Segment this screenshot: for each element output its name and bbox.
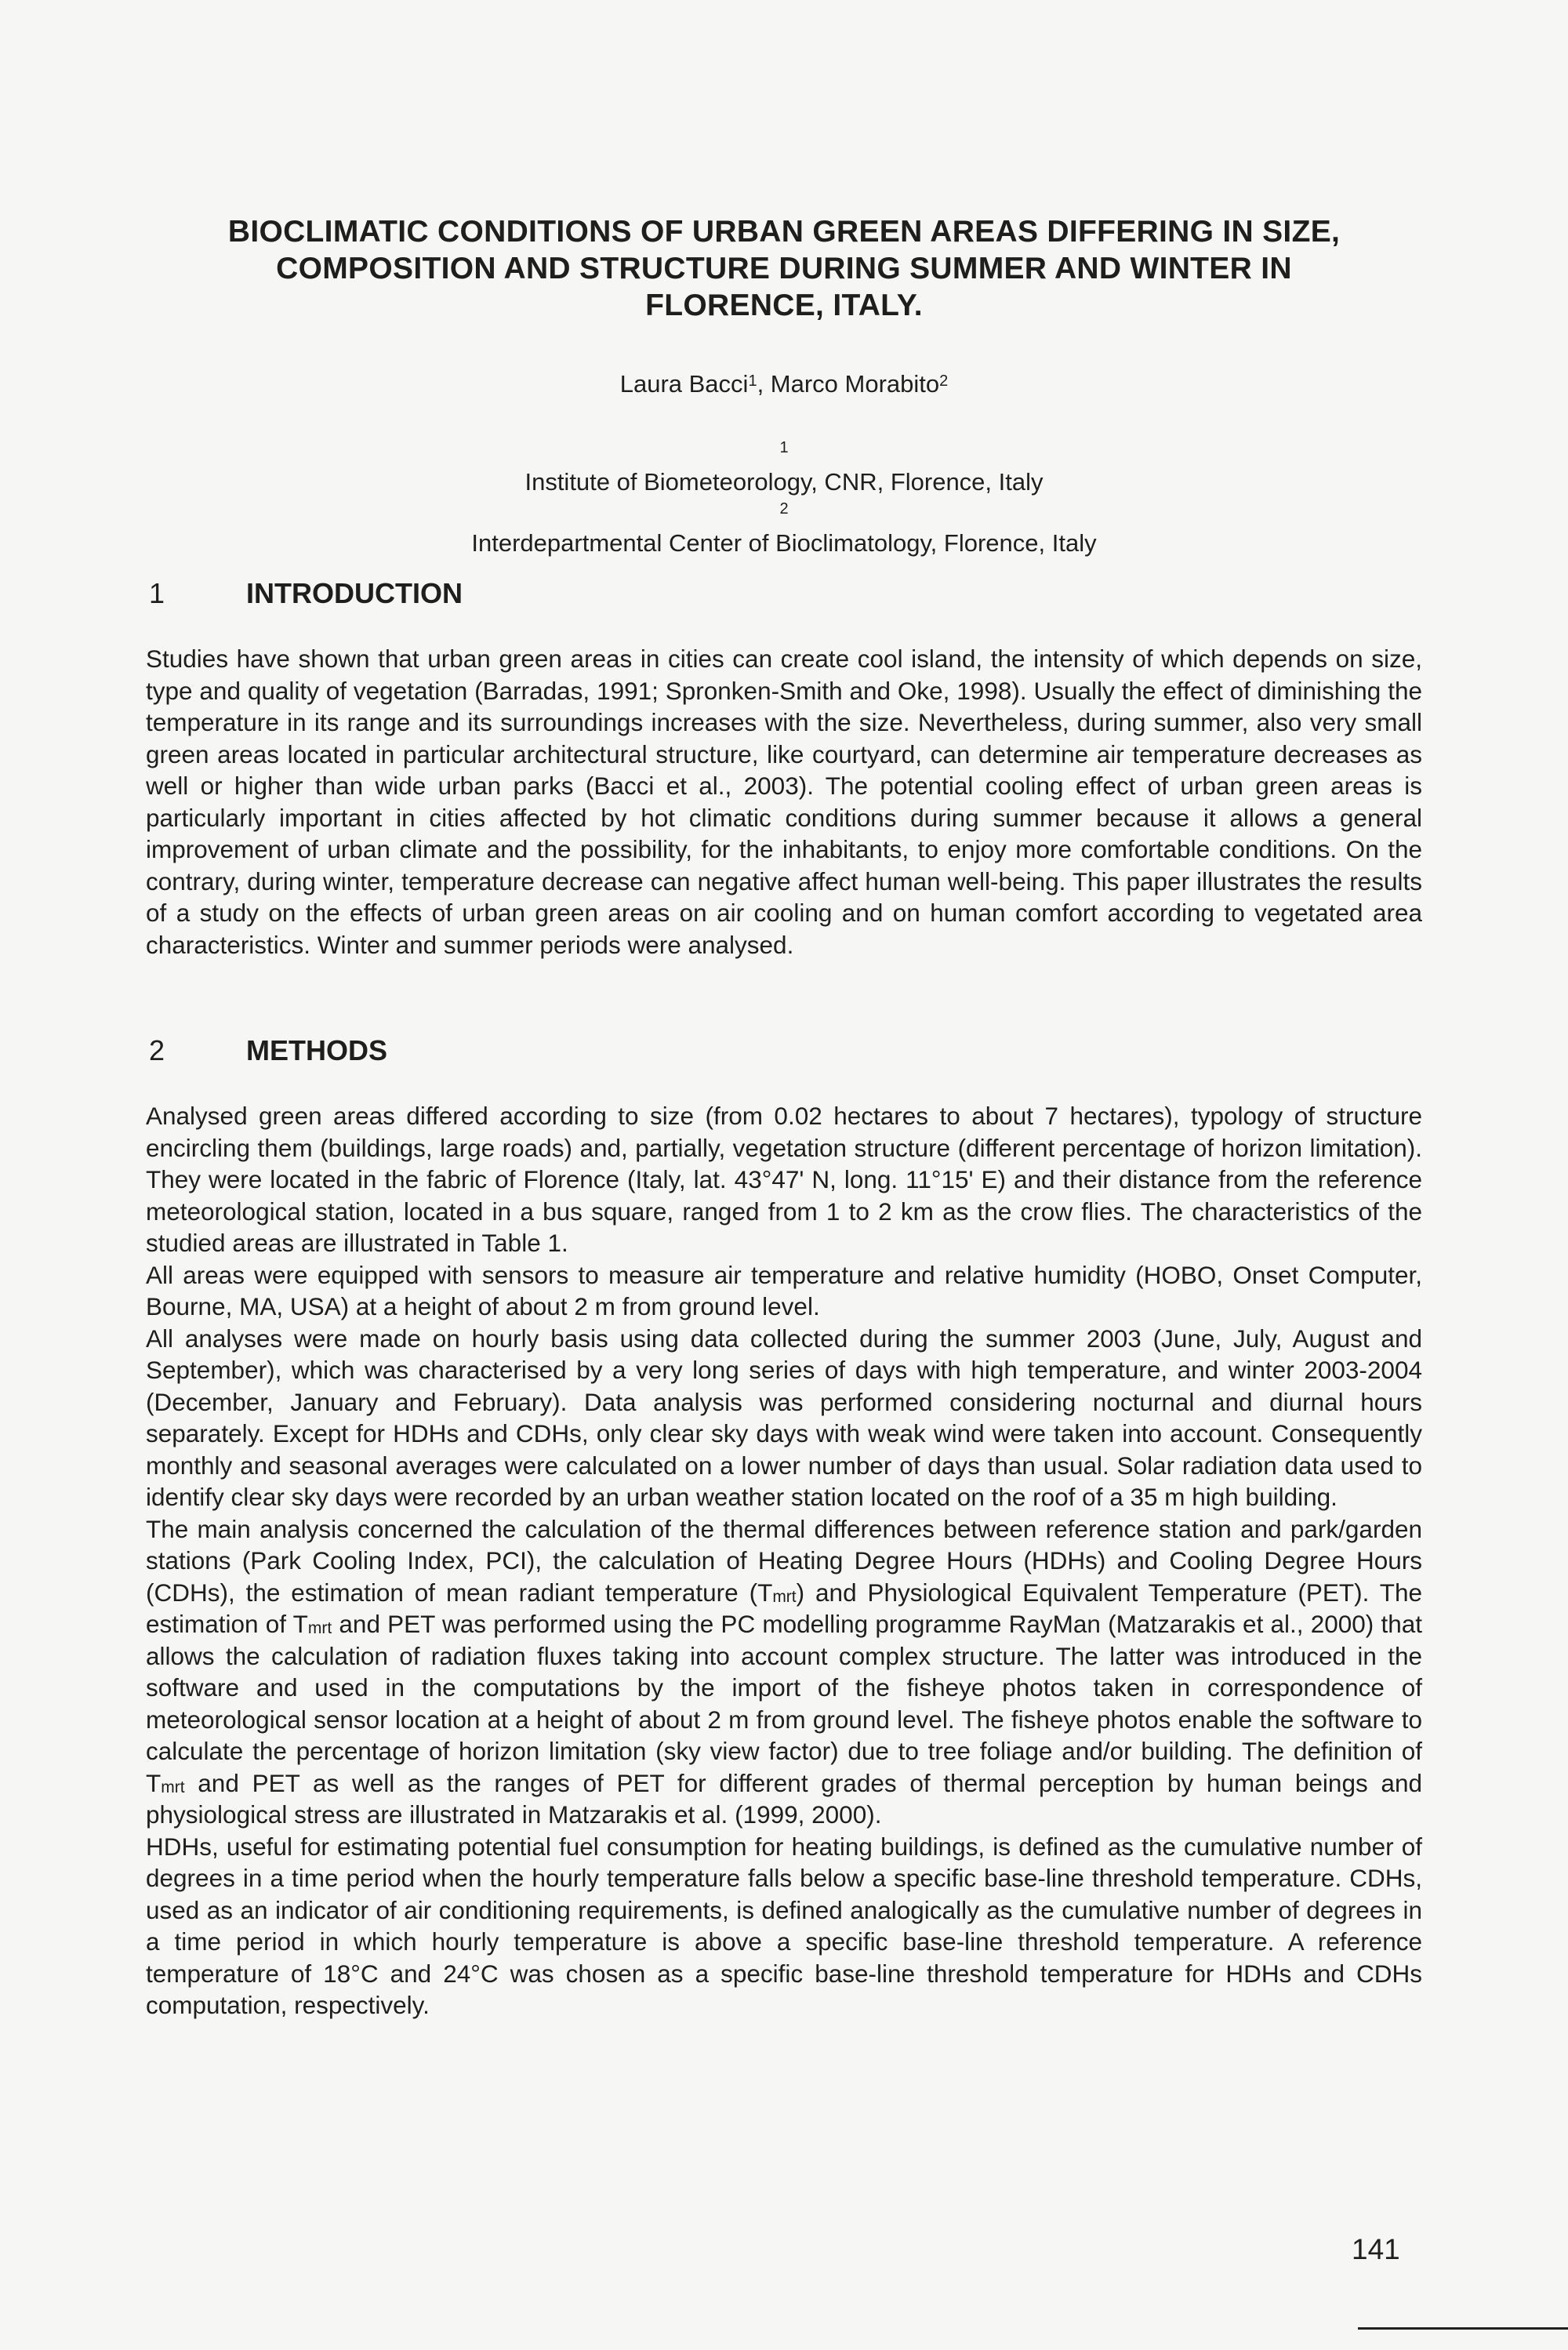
paragraph: HDHs, useful for estimating potential fuel consumption for heating buildings, is defined as the cumulative number of degrees in a time period when the hourly temperature falls below a specific base-line threshold temperature. CDHs, used as an indicator of air conditioning requirements, is defined analogically as the cumulative number of degrees in a time period in which hourly temperature is above a specific base-line threshold temperature. A reference temperature of 18°C and 24°C was chosen as a specific base-line threshold temperature for HDHs and CDHs computation, respectively. <box>146 1832 1422 2019</box>
author-affiliation-mark: 2 <box>939 372 949 390</box>
methods-body <box>146 1100 1422 2021</box>
paper-title <box>157 213 1411 324</box>
text-run: and PET was performed using the PC modelling programme RayMan (Matzarakis et al., 2000) that allows the calculation of radiation fluxes taking into account complex structure. The latter was introduced in the software and used in the computations by the import of the fisheye photos taken in correspondence of meteorological sensor location at a height of about 2 m from ground level. The fisheye photos enable the software to calculate the percentage of horizon limitation (sky view factor) due to tree foliage and/or building. The definition of T <box>146 1610 1423 1797</box>
footer-rule <box>1358 2327 1568 2330</box>
introduction-body <box>146 643 1422 961</box>
affiliation <box>157 497 1411 558</box>
author-list <box>157 369 1411 400</box>
section-heading-methods <box>149 1033 387 1068</box>
paragraph: All analyses were made on hourly basis using data collected during the summer 2003 (June, July, August and September), which was characterised by a very long series of days with high temperature, and winter 2003-2004 (December, January and February). Data analysis was performed considering nocturnal and diurnal hours separately. Except for HDHs and CDHs, only clear sky days with weak wind were taken into account. Consequently monthly and seasonal averages were calculated on a lower number of days than usual. Solar radiation data used to identify clear sky days were recorded by an urban weather station located on the roof of a 35 m high building. <box>146 1324 1422 1511</box>
paragraph: All areas were equipped with sensors to measure air temperature and relative humidity (HOBO, Onset Computer, Bourne, MA, USA) at a height of about 2 m from ground level. <box>146 1260 1422 1320</box>
subscript-mrt: mrt <box>772 1587 797 1606</box>
title-line-1: BIOCLIMATIC CONDITIONS OF URBAN GREEN AREAS DIFFERING IN SIZE, <box>227 215 1341 249</box>
affiliation-mark: 2 <box>779 500 789 518</box>
subscript-mrt: mrt <box>161 1778 185 1796</box>
affiliation-text: Interdepartmental Center of Bioclimatology, Florence, Italy <box>471 529 1097 557</box>
text-run: ) and Physiological Equivalent Temperature (PET). The estimation of T <box>146 1578 1422 1638</box>
section-heading-introduction <box>149 576 463 611</box>
title-line-3: FLORENCE, ITALY. <box>645 289 923 322</box>
subscript-mrt: mrt <box>307 1619 332 1637</box>
author-separator: , <box>757 370 771 398</box>
author-name: Marco Morabito <box>770 370 940 398</box>
paragraph <box>146 1513 1422 1831</box>
page-number: 141 <box>1352 2233 1400 2265</box>
affiliation-mark: 1 <box>779 439 789 456</box>
author-affiliation-mark: 1 <box>748 372 757 390</box>
section-title: INTRODUCTION <box>246 577 463 609</box>
affiliations <box>157 436 1411 558</box>
title-line-2: COMPOSITION AND STRUCTURE DURING SUMMER AND WINTER IN <box>276 252 1292 285</box>
section-number: 2 <box>149 1034 165 1066</box>
section-title: METHODS <box>246 1034 387 1066</box>
text-run: The main analysis concerned the calculation of the thermal differences between reference station and park/garden stations (Park Cooling Index, PCI), the calculation of Heating Degree Hours (HDHs) and Cooling Degree Hours (CDHs), the estimation of mean radiant temperature (T <box>146 1514 1422 1607</box>
paragraph: Analysed green areas differed according to size (from 0.02 hectares to about 7 hectares), typology of structure encircling them (buildings, large roads) and, partially, vegetation structure (different percentage of horizon limitation). They were located in the fabric of Florence (Italy, lat. 43°47' N, long. 11°15' E) and their distance from the reference meteorological station, located in a bus square, ranged from 1 to 2 km as the crow flies. The characteristics of the studied areas are illustrated in Table 1. <box>146 1102 1422 1257</box>
affiliation-text: Institute of Biometeorology, CNR, Florence, Italy <box>524 468 1044 496</box>
author-name: Laura Bacci <box>619 370 749 398</box>
text-run: and PET as well as the ranges of PET for different grades of thermal perception by human beings and physiological stress are illustrated in Matzarakis et al. (1999, 2000). <box>146 1768 1422 1829</box>
affiliation <box>157 436 1411 497</box>
section-number: 1 <box>149 577 165 609</box>
paragraph: Studies have shown that urban green areas in cities can create cool island, the intensity of which depends on size, type and quality of vegetation (Barradas, 1991; Spronken-Smith and Oke, 1998). Usually the effect of diminishing the temperature in its range and its surroundings increases with the size. Nevertheless, during summer, also very small green areas located in particular architectural structure, like courtyard, can determine air temperature decreases as well or higher than wide urban parks (Bacci et al., 2003). The potential cooling effect of urban green areas is particularly important in cities affected by hot climatic conditions during summer because it allows a general improvement of urban climate and the possibility, for the inhabitants, to enjoy more comfortable conditions. On the contrary, during winter, temperature decrease can negative affect human well-being. This paper illustrates the results of a study on the effects of urban green areas on air cooling and on human comfort according to vegetated area characteristics. Winter and summer periods were analysed. <box>146 645 1422 959</box>
